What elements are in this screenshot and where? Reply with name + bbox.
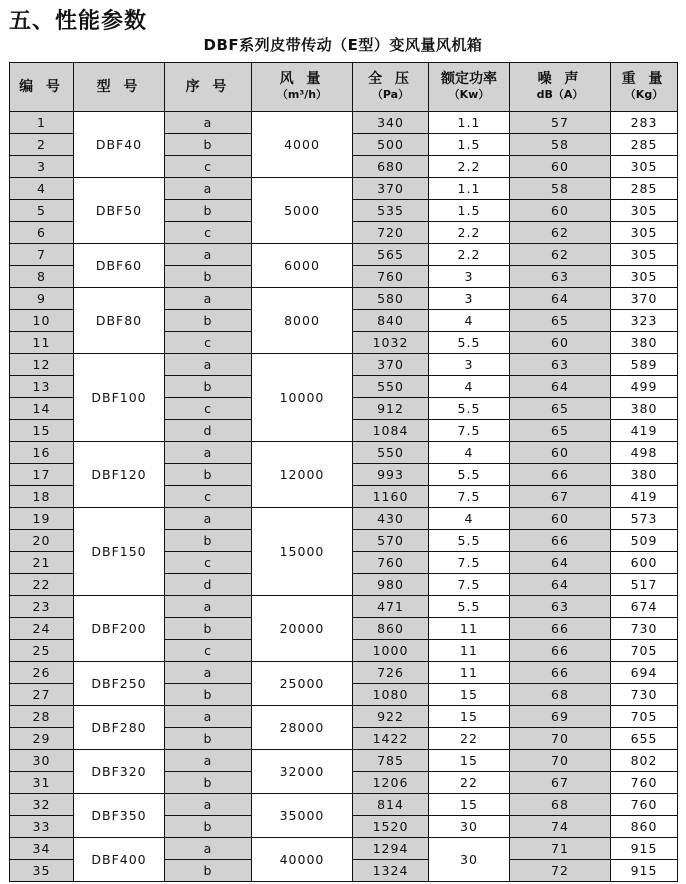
table-row bbox=[10, 244, 678, 266]
cell-pressure: 785 bbox=[353, 750, 429, 772]
cell-no: 33 bbox=[10, 816, 74, 838]
cell-no: 1 bbox=[10, 112, 74, 134]
cell-noise: 66 bbox=[510, 640, 611, 662]
cell-no: 11 bbox=[10, 332, 74, 354]
cell-no: 22 bbox=[10, 574, 74, 596]
cell-power: 1.5 bbox=[429, 134, 510, 156]
cell-seq: a bbox=[165, 596, 252, 618]
table-row bbox=[10, 706, 678, 728]
cell-pressure: 500 bbox=[353, 134, 429, 156]
cell-pressure: 760 bbox=[353, 266, 429, 288]
cell-seq: b bbox=[165, 310, 252, 332]
cell-no: 17 bbox=[10, 464, 74, 486]
cell-noise: 68 bbox=[510, 794, 611, 816]
cell-noise: 58 bbox=[510, 134, 611, 156]
cell-noise: 60 bbox=[510, 156, 611, 178]
table-row bbox=[10, 442, 678, 464]
cell-power: 30 bbox=[429, 838, 510, 882]
cell-weight: 915 bbox=[611, 860, 678, 882]
cell-model: DBF50 bbox=[74, 178, 165, 244]
cell-power: 7.5 bbox=[429, 574, 510, 596]
cell-power: 1.1 bbox=[429, 112, 510, 134]
cell-airflow: 10000 bbox=[252, 354, 353, 442]
cell-weight: 305 bbox=[611, 266, 678, 288]
cell-power: 5.5 bbox=[429, 530, 510, 552]
cell-pressure: 860 bbox=[353, 618, 429, 640]
cell-no: 28 bbox=[10, 706, 74, 728]
table-row bbox=[10, 794, 678, 816]
cell-model: DBF200 bbox=[74, 596, 165, 662]
cell-noise: 70 bbox=[510, 728, 611, 750]
table-row bbox=[10, 288, 678, 310]
cell-weight: 589 bbox=[611, 354, 678, 376]
cell-noise: 72 bbox=[510, 860, 611, 882]
cell-pressure: 430 bbox=[353, 508, 429, 530]
cell-model: DBF150 bbox=[74, 508, 165, 596]
cell-power: 15 bbox=[429, 706, 510, 728]
cell-airflow: 32000 bbox=[252, 750, 353, 794]
cell-airflow: 28000 bbox=[252, 706, 353, 750]
cell-power: 5.5 bbox=[429, 596, 510, 618]
cell-pressure: 1294 bbox=[353, 838, 429, 860]
table-row bbox=[10, 508, 678, 530]
cell-noise: 67 bbox=[510, 486, 611, 508]
cell-power: 22 bbox=[429, 772, 510, 794]
cell-model: DBF80 bbox=[74, 288, 165, 354]
cell-pressure: 550 bbox=[353, 442, 429, 464]
cell-no: 20 bbox=[10, 530, 74, 552]
cell-no: 29 bbox=[10, 728, 74, 750]
cell-pressure: 1324 bbox=[353, 860, 429, 882]
table-row bbox=[10, 662, 678, 684]
cell-no: 10 bbox=[10, 310, 74, 332]
cell-no: 7 bbox=[10, 244, 74, 266]
cell-weight: 730 bbox=[611, 618, 678, 640]
cell-airflow: 40000 bbox=[252, 838, 353, 882]
cell-weight: 509 bbox=[611, 530, 678, 552]
cell-seq: a bbox=[165, 244, 252, 266]
cell-weight: 705 bbox=[611, 640, 678, 662]
cell-power: 1.5 bbox=[429, 200, 510, 222]
cell-power: 15 bbox=[429, 684, 510, 706]
cell-noise: 64 bbox=[510, 552, 611, 574]
cell-seq: b bbox=[165, 464, 252, 486]
cell-no: 13 bbox=[10, 376, 74, 398]
cell-seq: c bbox=[165, 640, 252, 662]
cell-model: DBF40 bbox=[74, 112, 165, 178]
cell-no: 9 bbox=[10, 288, 74, 310]
cell-noise: 71 bbox=[510, 838, 611, 860]
cell-weight: 419 bbox=[611, 486, 678, 508]
header-row bbox=[10, 63, 678, 112]
cell-weight: 915 bbox=[611, 838, 678, 860]
cell-airflow: 20000 bbox=[252, 596, 353, 662]
cell-noise: 66 bbox=[510, 618, 611, 640]
cell-model: DBF60 bbox=[74, 244, 165, 288]
cell-weight: 305 bbox=[611, 156, 678, 178]
cell-noise: 63 bbox=[510, 266, 611, 288]
cell-pressure: 535 bbox=[353, 200, 429, 222]
cell-power: 15 bbox=[429, 794, 510, 816]
cell-pressure: 1084 bbox=[353, 420, 429, 442]
cell-seq: a bbox=[165, 442, 252, 464]
cell-seq: a bbox=[165, 750, 252, 772]
cell-no: 3 bbox=[10, 156, 74, 178]
cell-weight: 694 bbox=[611, 662, 678, 684]
section-title: 五、性能参数 bbox=[9, 9, 148, 34]
cell-pressure: 340 bbox=[353, 112, 429, 134]
cell-weight: 370 bbox=[611, 288, 678, 310]
cell-power: 2.2 bbox=[429, 222, 510, 244]
cell-seq: c bbox=[165, 156, 252, 178]
cell-weight: 674 bbox=[611, 596, 678, 618]
cell-no: 23 bbox=[10, 596, 74, 618]
cell-power: 11 bbox=[429, 618, 510, 640]
cell-seq: a bbox=[165, 706, 252, 728]
cell-airflow: 5000 bbox=[252, 178, 353, 244]
cell-weight: 802 bbox=[611, 750, 678, 772]
cell-seq: a bbox=[165, 838, 252, 860]
cell-no: 19 bbox=[10, 508, 74, 530]
cell-weight: 285 bbox=[611, 178, 678, 200]
cell-pressure: 1000 bbox=[353, 640, 429, 662]
cell-pressure: 840 bbox=[353, 310, 429, 332]
cell-power: 30 bbox=[429, 816, 510, 838]
header-noise: 噪 声 dB（A） bbox=[510, 63, 611, 112]
cell-model: DBF100 bbox=[74, 354, 165, 442]
cell-model: DBF120 bbox=[74, 442, 165, 508]
cell-weight: 655 bbox=[611, 728, 678, 750]
cell-power: 22 bbox=[429, 728, 510, 750]
cell-pressure: 680 bbox=[353, 156, 429, 178]
cell-seq: b bbox=[165, 134, 252, 156]
cell-no: 24 bbox=[10, 618, 74, 640]
table-row bbox=[10, 750, 678, 772]
cell-weight: 760 bbox=[611, 794, 678, 816]
cell-no: 14 bbox=[10, 398, 74, 420]
cell-power: 5.5 bbox=[429, 464, 510, 486]
cell-pressure: 1032 bbox=[353, 332, 429, 354]
cell-no: 27 bbox=[10, 684, 74, 706]
cell-seq: a bbox=[165, 662, 252, 684]
cell-power: 3 bbox=[429, 266, 510, 288]
cell-noise: 65 bbox=[510, 398, 611, 420]
cell-airflow: 4000 bbox=[252, 112, 353, 178]
cell-noise: 66 bbox=[510, 530, 611, 552]
header-pressure: 全 压 （Pa） bbox=[353, 63, 429, 112]
cell-power: 4 bbox=[429, 442, 510, 464]
cell-noise: 68 bbox=[510, 684, 611, 706]
cell-model: DBF320 bbox=[74, 750, 165, 794]
cell-pressure: 370 bbox=[353, 354, 429, 376]
header-model: 型 号 bbox=[74, 63, 165, 112]
cell-weight: 380 bbox=[611, 464, 678, 486]
cell-no: 34 bbox=[10, 838, 74, 860]
cell-power: 15 bbox=[429, 750, 510, 772]
cell-noise: 62 bbox=[510, 222, 611, 244]
cell-weight: 760 bbox=[611, 772, 678, 794]
cell-no: 5 bbox=[10, 200, 74, 222]
cell-power: 5.5 bbox=[429, 398, 510, 420]
cell-weight: 730 bbox=[611, 684, 678, 706]
cell-seq: a bbox=[165, 112, 252, 134]
cell-weight: 305 bbox=[611, 200, 678, 222]
table-row bbox=[10, 178, 678, 200]
table-row bbox=[10, 838, 678, 860]
cell-pressure: 1160 bbox=[353, 486, 429, 508]
cell-no: 18 bbox=[10, 486, 74, 508]
cell-noise: 60 bbox=[510, 508, 611, 530]
cell-seq: b bbox=[165, 772, 252, 794]
cell-power: 7.5 bbox=[429, 552, 510, 574]
cell-power: 4 bbox=[429, 376, 510, 398]
cell-pressure: 1080 bbox=[353, 684, 429, 706]
cell-noise: 65 bbox=[510, 310, 611, 332]
cell-seq: a bbox=[165, 288, 252, 310]
cell-pressure: 550 bbox=[353, 376, 429, 398]
cell-seq: c bbox=[165, 486, 252, 508]
cell-seq: b bbox=[165, 266, 252, 288]
cell-no: 8 bbox=[10, 266, 74, 288]
cell-seq: c bbox=[165, 398, 252, 420]
cell-airflow: 25000 bbox=[252, 662, 353, 706]
cell-pressure: 980 bbox=[353, 574, 429, 596]
cell-noise: 63 bbox=[510, 354, 611, 376]
cell-weight: 573 bbox=[611, 508, 678, 530]
cell-noise: 58 bbox=[510, 178, 611, 200]
cell-pressure: 570 bbox=[353, 530, 429, 552]
cell-noise: 60 bbox=[510, 332, 611, 354]
cell-pressure: 922 bbox=[353, 706, 429, 728]
cell-noise: 60 bbox=[510, 442, 611, 464]
cell-weight: 860 bbox=[611, 816, 678, 838]
table-subtitle: DBF系列皮带传动（E型）变风量风机箱 bbox=[203, 36, 483, 54]
cell-pressure: 726 bbox=[353, 662, 429, 684]
cell-noise: 62 bbox=[510, 244, 611, 266]
cell-no: 32 bbox=[10, 794, 74, 816]
cell-noise: 74 bbox=[510, 816, 611, 838]
cell-airflow: 15000 bbox=[252, 508, 353, 596]
cell-noise: 69 bbox=[510, 706, 611, 728]
header-power: 额定功率 （Kw） bbox=[429, 63, 510, 112]
cell-no: 35 bbox=[10, 860, 74, 882]
cell-pressure: 993 bbox=[353, 464, 429, 486]
cell-weight: 499 bbox=[611, 376, 678, 398]
cell-noise: 65 bbox=[510, 420, 611, 442]
cell-noise: 70 bbox=[510, 750, 611, 772]
cell-noise: 66 bbox=[510, 662, 611, 684]
header-weight: 重 量 （Kg） bbox=[611, 63, 678, 112]
cell-power: 2.2 bbox=[429, 156, 510, 178]
cell-weight: 323 bbox=[611, 310, 678, 332]
header-no: 编 号 bbox=[10, 63, 74, 112]
performance-table bbox=[9, 62, 678, 882]
cell-pressure: 1422 bbox=[353, 728, 429, 750]
cell-pressure: 565 bbox=[353, 244, 429, 266]
cell-noise: 64 bbox=[510, 288, 611, 310]
cell-no: 12 bbox=[10, 354, 74, 376]
cell-seq: d bbox=[165, 420, 252, 442]
cell-noise: 66 bbox=[510, 464, 611, 486]
cell-pressure: 912 bbox=[353, 398, 429, 420]
cell-airflow: 6000 bbox=[252, 244, 353, 288]
cell-weight: 419 bbox=[611, 420, 678, 442]
cell-pressure: 760 bbox=[353, 552, 429, 574]
cell-pressure: 471 bbox=[353, 596, 429, 618]
cell-weight: 705 bbox=[611, 706, 678, 728]
cell-pressure: 1520 bbox=[353, 816, 429, 838]
cell-pressure: 720 bbox=[353, 222, 429, 244]
cell-weight: 517 bbox=[611, 574, 678, 596]
cell-noise: 67 bbox=[510, 772, 611, 794]
cell-no: 31 bbox=[10, 772, 74, 794]
cell-model: DBF280 bbox=[74, 706, 165, 750]
table-row bbox=[10, 354, 678, 376]
cell-weight: 305 bbox=[611, 222, 678, 244]
cell-noise: 63 bbox=[510, 596, 611, 618]
cell-seq: b bbox=[165, 728, 252, 750]
cell-model: DBF350 bbox=[74, 794, 165, 838]
cell-weight: 498 bbox=[611, 442, 678, 464]
cell-power: 3 bbox=[429, 354, 510, 376]
cell-power: 1.1 bbox=[429, 178, 510, 200]
cell-power: 7.5 bbox=[429, 486, 510, 508]
cell-seq: d bbox=[165, 574, 252, 596]
cell-noise: 64 bbox=[510, 376, 611, 398]
header-airflow: 风 量 （m³/h） bbox=[252, 63, 353, 112]
cell-no: 26 bbox=[10, 662, 74, 684]
cell-pressure: 1206 bbox=[353, 772, 429, 794]
cell-seq: c bbox=[165, 332, 252, 354]
cell-no: 2 bbox=[10, 134, 74, 156]
cell-pressure: 814 bbox=[353, 794, 429, 816]
cell-seq: b bbox=[165, 618, 252, 640]
cell-weight: 380 bbox=[611, 398, 678, 420]
cell-no: 15 bbox=[10, 420, 74, 442]
cell-power: 11 bbox=[429, 662, 510, 684]
cell-no: 21 bbox=[10, 552, 74, 574]
cell-seq: b bbox=[165, 684, 252, 706]
cell-airflow: 35000 bbox=[252, 794, 353, 838]
cell-no: 16 bbox=[10, 442, 74, 464]
cell-weight: 380 bbox=[611, 332, 678, 354]
cell-power: 4 bbox=[429, 310, 510, 332]
cell-seq: b bbox=[165, 200, 252, 222]
table-row bbox=[10, 112, 678, 134]
cell-power: 7.5 bbox=[429, 420, 510, 442]
cell-no: 4 bbox=[10, 178, 74, 200]
cell-seq: c bbox=[165, 222, 252, 244]
cell-no: 30 bbox=[10, 750, 74, 772]
cell-airflow: 12000 bbox=[252, 442, 353, 508]
cell-pressure: 370 bbox=[353, 178, 429, 200]
cell-seq: a bbox=[165, 354, 252, 376]
cell-weight: 600 bbox=[611, 552, 678, 574]
cell-weight: 283 bbox=[611, 112, 678, 134]
header-seq: 序 号 bbox=[165, 63, 252, 112]
cell-noise: 64 bbox=[510, 574, 611, 596]
cell-noise: 60 bbox=[510, 200, 611, 222]
table-row bbox=[10, 596, 678, 618]
cell-seq: a bbox=[165, 178, 252, 200]
cell-seq: b bbox=[165, 530, 252, 552]
cell-seq: c bbox=[165, 552, 252, 574]
cell-power: 4 bbox=[429, 508, 510, 530]
cell-model: DBF400 bbox=[74, 838, 165, 882]
cell-power: 3 bbox=[429, 288, 510, 310]
cell-no: 6 bbox=[10, 222, 74, 244]
cell-pressure: 580 bbox=[353, 288, 429, 310]
cell-seq: b bbox=[165, 816, 252, 838]
cell-no: 25 bbox=[10, 640, 74, 662]
cell-seq: b bbox=[165, 860, 252, 882]
cell-power: 5.5 bbox=[429, 332, 510, 354]
cell-seq: a bbox=[165, 508, 252, 530]
cell-power: 2.2 bbox=[429, 244, 510, 266]
cell-weight: 285 bbox=[611, 134, 678, 156]
cell-model: DBF250 bbox=[74, 662, 165, 706]
cell-noise: 57 bbox=[510, 112, 611, 134]
cell-seq: a bbox=[165, 794, 252, 816]
cell-seq: b bbox=[165, 376, 252, 398]
cell-airflow: 8000 bbox=[252, 288, 353, 354]
cell-power: 11 bbox=[429, 640, 510, 662]
cell-weight: 305 bbox=[611, 244, 678, 266]
